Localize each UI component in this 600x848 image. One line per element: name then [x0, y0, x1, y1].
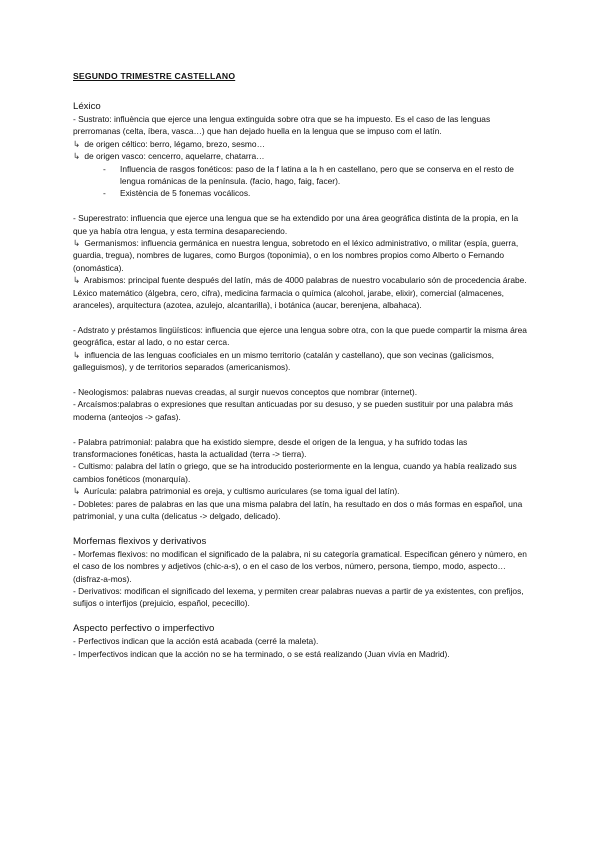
item-germanismos [73, 237, 533, 274]
list-item: - Influencia de rasgos fonéticos: paso de la f latina a la h en castellano, pero que se conserva en el resto de lengua románicas de la península. (facio, hago, faig, facer). [103, 163, 533, 188]
para-sustrato: - Sustrato: influència que ejerce una lengua extinguida sobre otra que se ha impuesto. Es el caso de las lenguas prerromanas (celta, íbera, vasca…) que han dejado huella en la lengua que se impuso com el latín. [73, 114, 491, 137]
heading-lexico: Léxico [73, 101, 101, 112]
document-title: SEGUNDO TRIMESTRE CASTELLANO [73, 71, 236, 81]
arrow-icon: ↳ [73, 138, 81, 149]
item-arabismos-text: Arabismos: principal fuente después del latín, más de 4000 palabras de nuestro vocabulario són de procedencia árabe. Léxico matemático (álgebra, cero, cifra), medicina farmacia o química (alcohol, jarabe, elixir), comercial (almacenes, aranceles), arquitectura (azotea, azulejo, alcantarilla), i botánica (aucar, berenjena, albahaca). [73, 275, 527, 311]
item-cooficiales-text: influencia de las lenguas cooficiales en un mismo territorio (catalán y castellano), que son vecinas (galicismos, galleguismos), y de territorios separados (americanismos). [73, 349, 494, 373]
item-auricula [73, 485, 533, 497]
para-arcaismos: - Arcaísmos:palabras o expresiones que resultan anticuadas por su desuso, y se pueden sustituir por una palabra más moderna (anteojos -> gafas). [73, 399, 513, 422]
spacer [73, 311, 533, 323]
para-neologismos: - Neologismos: palabras nuevas creadas, al surgir nuevos conceptos que nombrar (internet). [73, 386, 418, 397]
spacer [73, 522, 533, 534]
item-vasco-text: de origen vasco: cencerro, aquelarre, chatarra… [84, 151, 265, 162]
arrow-icon: ↳ [73, 275, 81, 286]
para-perfectivos: - Perfectivos indican que la acción está acabada (cerré la maleta). [73, 636, 319, 647]
item-celtico-text: de origen céltico: berro, légamo, brezo, sesmo… [84, 138, 265, 149]
heading-aspecto: Aspecto perfectivo o imperfectivo [73, 623, 215, 635]
arrow-icon: ↳ [73, 486, 81, 497]
para-flexivos: - Morfemas flexivos: no modifican el significado de la palabra, ni su categoría gramatical. Especifican género y número, en el caso de los nombres y adjetivos (chic-a-s), o en el caso de los verbos, número, persona, tiempo, modo, aspecto… (disfraz-a-mos). [73, 548, 527, 584]
item-vasco [73, 150, 533, 162]
para-superestrato: - Superestrato: influencia que ejerce una lengua que se ha extendido por una área geográfica distinta de la propia, en la que ya había otra lengua, y esta termina desapareciendo. [73, 213, 519, 236]
para-cultismo: - Cultismo: palabra del latín o griego, que se ha introducido posteriormente en la lengua, cuando ya había realizado sus cambios fonéticos (monarquía). [73, 461, 517, 484]
para-derivativos: - Derivativos: modifican el significado del lexema, y permiten crear palabras nuevas a partir de ya existentes, con prefijos, sufijos o interfijos (prejuicio, español, pececillo). [73, 585, 524, 609]
para-dobletes: - Dobletes: pares de palabras en las que una misma palabra del latín, ha resultado en dos o más formas en español, una patrimonial, y una culta (delicatus -> delgado, delicado). [73, 498, 523, 521]
item-arabismos [73, 274, 533, 311]
para-imperfectivos: - Imperfectivos indican que la acción no se ha terminado, o se está realizando (Juan vivía en Madrid). [73, 648, 450, 659]
document-body [73, 70, 533, 660]
arrow-icon: ↳ [73, 238, 81, 249]
spacer [73, 374, 533, 386]
para-patrimonial: - Palabra patrimonial: palabra que ha existido siempre, desde el origen de la lengua, y ha sufrido todas las transformaciones fonéticas, hasta la actualidad (terra -> tierra). [73, 436, 468, 459]
vasco-sublist [73, 163, 533, 200]
spacer [73, 423, 533, 435]
item-cooficiales [73, 349, 533, 374]
para-adstrato: - Adstrato y préstamos lingüísticos: influencia que ejerce una lengua sobre otra, con la que puede compartir la misma área geográfica, estar al lado, o no estar cerca. [73, 324, 527, 348]
arrow-icon: ↳ [73, 151, 81, 162]
arrow-icon: ↳ [73, 349, 81, 360]
item-germanismos-text: Germanismos: influencia germánica en nuestra lengua, sobretodo en el léxico administrativo, o militar (espía, guerra, guardia, tregua), nombres de lugares, como Burgos (toponimia), o en los nombres propios como Alberto o Fernando (onomástica). [73, 238, 519, 273]
spacer [73, 200, 533, 212]
item-celtico [73, 138, 533, 150]
heading-morfemas: Morfemas flexivos y derivativos [73, 535, 207, 547]
spacer [73, 610, 533, 622]
list-item: - Existència de 5 fonemas vocálicos. [103, 187, 533, 199]
item-auricula-text: Aurícula: palabra patrimonial es oreja, y cultismo auriculares (se toma igual del latín). [83, 486, 400, 497]
